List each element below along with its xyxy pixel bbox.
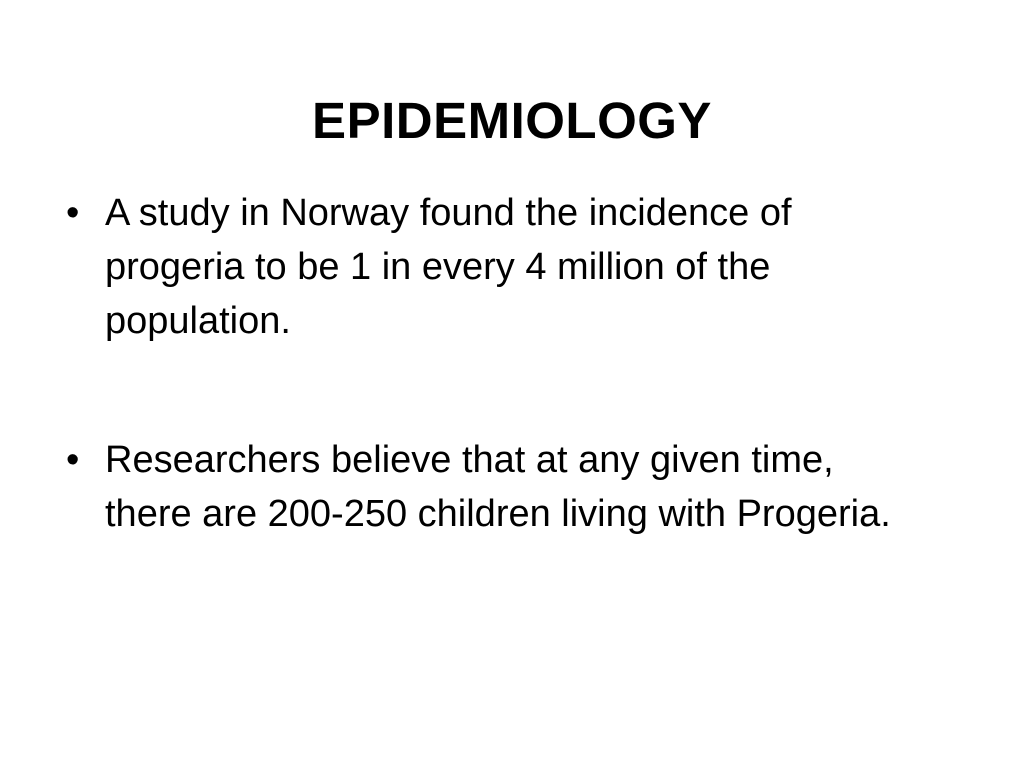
- bullet-item-1: [58, 186, 938, 348]
- bullet-point-icon: •: [66, 439, 80, 481]
- bullet-point-icon: •: [66, 192, 80, 234]
- slide-title: EPIDEMIOLOGY: [312, 92, 712, 150]
- bullet-item-2-text: Researchers believe that at any given time, there are 200-250 children living with Progeria.: [105, 439, 891, 535]
- bullet-item-1-text: A study in Norway found the incidence of progeria to be 1 in every 4 million of the population.: [105, 192, 792, 342]
- bullet-list: [58, 186, 938, 541]
- bullet-item-2: [58, 433, 938, 541]
- slide-content-body: [58, 186, 938, 541]
